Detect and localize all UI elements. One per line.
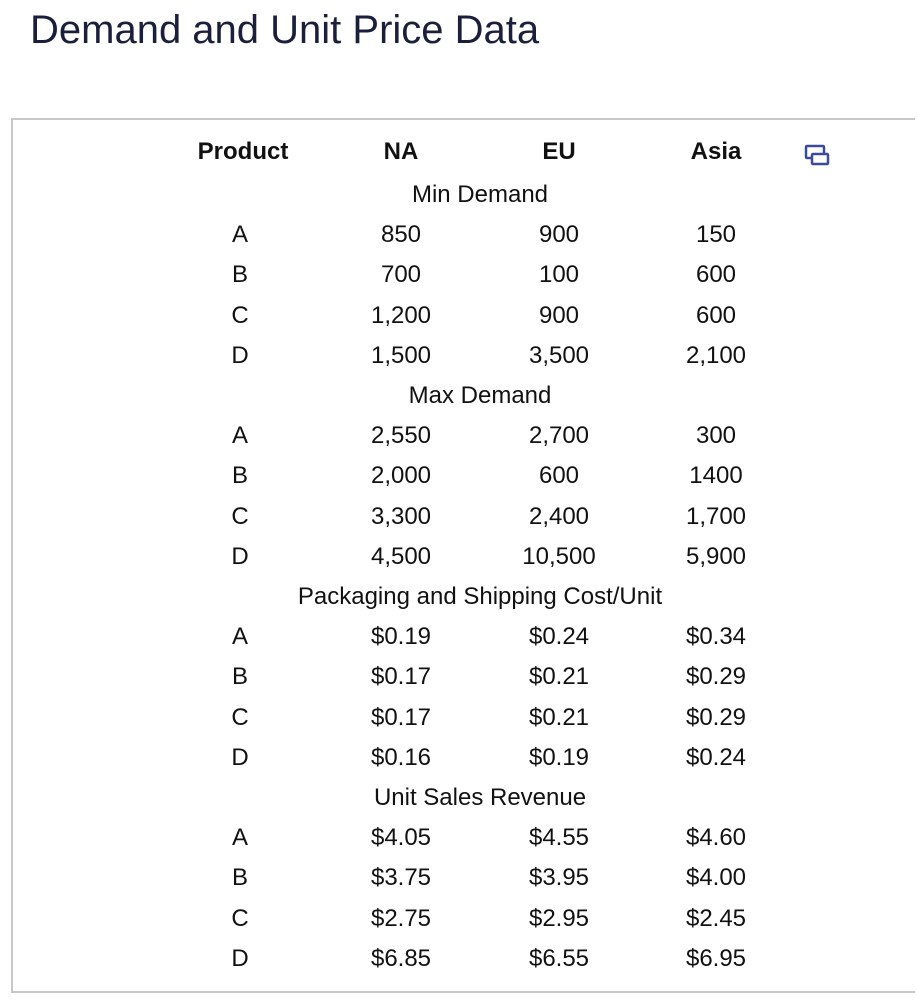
value-cell-eu: 600 [538, 462, 580, 490]
value-cell-eu: $4.55 [528, 824, 590, 852]
value-cell-na: 2,550 [370, 422, 432, 450]
value-cell-asia: 600 [695, 261, 737, 289]
section-title: Min Demand [411, 181, 549, 208]
value-cell-eu: $3.95 [528, 864, 590, 892]
value-cell-na: 1,500 [370, 341, 432, 369]
product-cell: D [231, 341, 249, 369]
value-cell-na: $4.05 [370, 824, 432, 852]
product-cell: D [231, 944, 249, 972]
value-cell-na: 4,500 [370, 542, 432, 570]
header-asia: Asia [690, 138, 742, 165]
section-title: Unit Sales Revenue [373, 784, 587, 811]
value-cell-asia: $0.29 [685, 703, 747, 731]
product-cell: B [231, 462, 249, 490]
product-cell: A [231, 824, 249, 852]
value-cell-eu: 2,400 [528, 502, 590, 530]
value-cell-na: 3,300 [370, 502, 432, 530]
value-cell-eu: 3,500 [528, 341, 590, 369]
value-cell-eu: $0.19 [528, 743, 590, 771]
value-cell-na: $0.16 [370, 743, 432, 771]
product-cell: B [231, 261, 249, 289]
page-title: Demand and Unit Price Data [30, 8, 540, 52]
section-title: Packaging and Shipping Cost/Unit [297, 583, 663, 610]
value-cell-na: $0.17 [370, 703, 432, 731]
table-frame [11, 118, 915, 993]
value-cell-na: $6.85 [370, 944, 432, 972]
value-cell-asia: 1,700 [685, 502, 747, 530]
value-cell-na: $0.19 [370, 623, 432, 651]
value-cell-eu: $2.95 [528, 904, 590, 932]
product-cell: D [231, 743, 249, 771]
product-cell: B [231, 864, 249, 892]
value-cell-eu: $0.21 [528, 703, 590, 731]
value-cell-asia: $4.60 [685, 824, 747, 852]
value-cell-eu: 2,700 [528, 422, 590, 450]
copy-icon[interactable] [804, 144, 830, 166]
header-product: Product [197, 138, 289, 165]
value-cell-asia: 600 [695, 301, 737, 329]
value-cell-na: $3.75 [370, 864, 432, 892]
value-cell-eu: 100 [538, 261, 580, 289]
value-cell-asia: $4.00 [685, 864, 747, 892]
value-cell-eu: 900 [538, 301, 580, 329]
product-cell: A [231, 422, 249, 450]
value-cell-asia: 5,900 [685, 542, 747, 570]
value-cell-asia: 300 [695, 422, 737, 450]
product-cell: C [231, 301, 249, 329]
value-cell-asia: $0.34 [685, 623, 747, 651]
product-cell: C [231, 904, 249, 932]
value-cell-asia: 150 [695, 221, 737, 249]
product-cell: A [231, 221, 249, 249]
value-cell-asia: 1400 [689, 462, 743, 490]
value-cell-eu: 10,500 [522, 542, 596, 570]
value-cell-eu: $6.55 [528, 944, 590, 972]
product-cell: C [231, 502, 249, 530]
value-cell-asia: $0.24 [685, 743, 747, 771]
product-cell: D [231, 542, 249, 570]
value-cell-na: 850 [380, 221, 422, 249]
header-na: NA [383, 138, 419, 165]
value-cell-eu: 900 [538, 221, 580, 249]
value-cell-na: 2,000 [370, 462, 432, 490]
value-cell-asia: 2,100 [685, 341, 747, 369]
value-cell-na: $0.17 [370, 663, 432, 691]
value-cell-na: $2.75 [370, 904, 432, 932]
header-eu: EU [542, 138, 576, 165]
product-cell: A [231, 623, 249, 651]
section-title: Max Demand [408, 382, 552, 409]
value-cell-na: 1,200 [370, 301, 432, 329]
value-cell-asia: $0.29 [685, 663, 747, 691]
product-cell: C [231, 703, 249, 731]
value-cell-asia: $6.95 [685, 944, 747, 972]
value-cell-eu: $0.21 [528, 663, 590, 691]
value-cell-asia: $2.45 [685, 904, 747, 932]
product-cell: B [231, 663, 249, 691]
value-cell-eu: $0.24 [528, 623, 590, 651]
value-cell-na: 700 [380, 261, 422, 289]
